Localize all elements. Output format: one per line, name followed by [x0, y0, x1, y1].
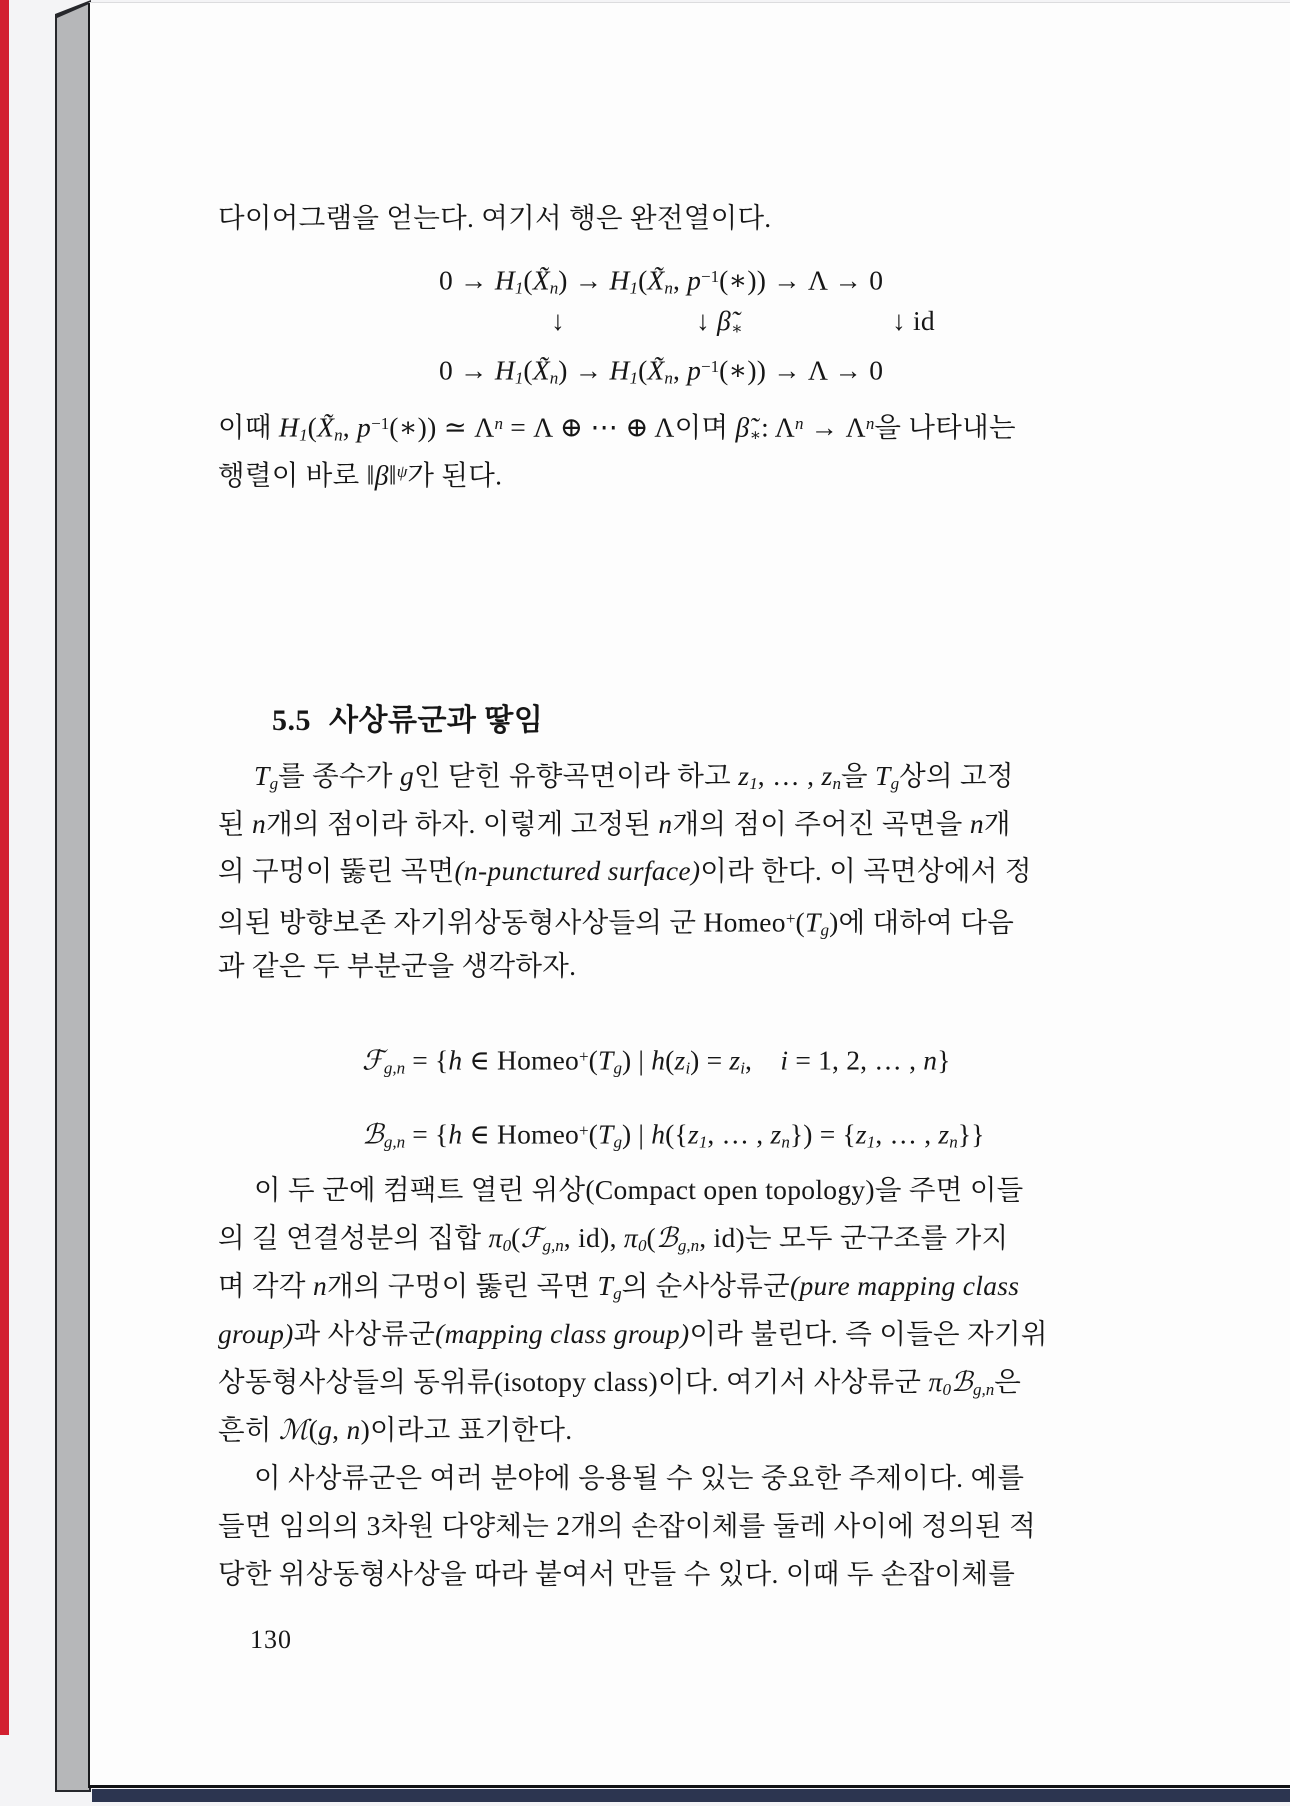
text-line: 며 각각 n개의 구멍이 뚫린 곡면 Tg의 순사상류군(pure mapping class	[218, 1270, 1020, 1303]
formula-pure-mcg: ℱg,n = {h ∈ Homeo+(Tg) | h(zi) = zi, i = 1, 2, … , n}	[362, 1044, 951, 1078]
page-number: 130	[250, 1625, 292, 1654]
text-line: group)과 사상류군(mapping class group)이라 불린다. 즉 이들은 자기위	[218, 1318, 1048, 1349]
text-line: 흔히 ℳ(g, n)이라고 표기한다.	[218, 1414, 573, 1445]
diagram-bottom-row: 0 → H1(X̃n) → H1(X̃n, $p^{-1}(∗)) \to \Lambda \to 0$	[439, 354, 884, 388]
book-page	[88, 2, 1290, 1788]
text-line: 의된 방향보존 자기위상동형사상들의 군 Homeo+(Tg)에 대하여 다음	[218, 906, 1015, 940]
text-line: 의 길 연결성분의 집합 π0(ℱg,n, id), π0(ℬg,n, id)는 모두 군구조를 가지	[218, 1222, 1009, 1255]
formula-mcg: ℬg,n = {h ∈ Homeo+(Tg) | h({z1, … , zn}) = {z1, … , zn}}	[362, 1118, 985, 1152]
text-line: 당한 위상동형사상을 따라 붙여서 만들 수 있다. 이때 두 손잡이체를	[218, 1558, 1016, 1589]
book-bottom-edge	[92, 1789, 1290, 1802]
section-number: 5.5	[272, 704, 311, 737]
intro-text-line: 다이어그램을 얻는다. 여기서 행은 완전열이다.	[218, 202, 772, 233]
book-edge-red-strip	[0, 0, 9, 1735]
text-line: 들면 임의의 3차원 다양체는 2개의 손잡이체를 둘레 사이에 정의된 적	[218, 1510, 1037, 1541]
text-line: 상동형사상들의 동위류(isotopy class)이다. 여기서 사상류군 π0ℬg,n은	[218, 1366, 1022, 1399]
text-line: Tg를 종수가 g인 닫힌 유향곡면이라 하고 z1, … , zn을 Tg상의 고정	[254, 760, 1014, 793]
text-line: 과 같은 두 부분군을 생각하자.	[218, 950, 577, 981]
diagram-top-row: 0 → H1(X̃n) → H1(X̃n, $p^{-1}(∗)) \to \Lambda \to 0$	[439, 264, 884, 298]
text-line: 된 n개의 점이라 하자. 이렇게 고정된 n개의 점이 주어진 곡면을 n개	[218, 808, 1011, 839]
diagram-arrow-right: ↓ id	[892, 305, 935, 336]
text-line: 행렬이 바로 ‖β‖$^\psi$가 된다.	[218, 459, 503, 491]
commutative-diagram	[216, 259, 1156, 399]
text-line: 이때 H1(X̃n, $p^{-1}(∗)$) ≃ $\Lambda^n = \Lambda$ ⊕ ⋯ ⊕ Λ이며 β̃∗: $\Lambda^n \to \Lambda^n$을 나타내는	[218, 411, 1016, 445]
diagram-arrow-middle: ↓ β̃∗	[696, 305, 743, 338]
book-spine-edge	[57, 2, 89, 1790]
text-line: 의 구멍이 뚫린 곡면(n-punctured surface)이라 한다. 이 곡면상에서 정	[218, 855, 1032, 886]
section-title: 사상류군과 땋임	[329, 704, 544, 737]
diagram-arrow-left: ↓	[551, 305, 565, 336]
text-line: 이 사상류군은 여러 분야에 응용될 수 있는 중요한 주제이다. 예를	[254, 1462, 1025, 1493]
text-line: 이 두 군에 컴팩트 열린 위상(Compact open topology)을 주면 이들	[254, 1174, 1024, 1205]
